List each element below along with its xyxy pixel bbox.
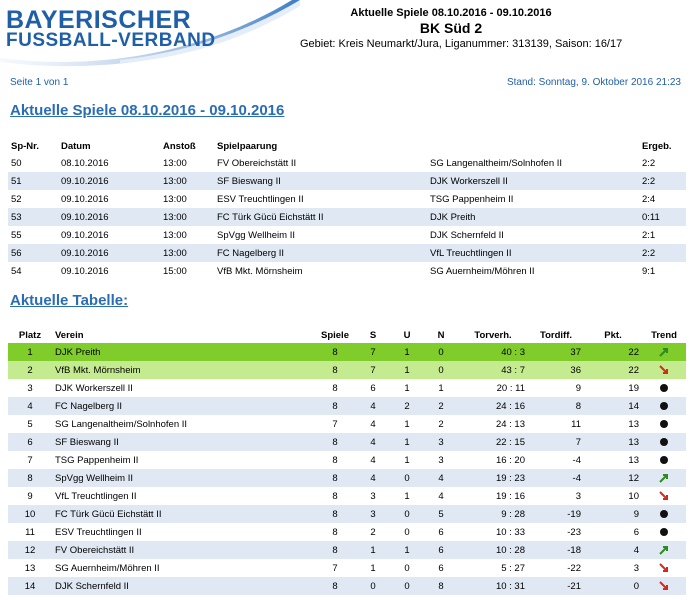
standing-trend [642,505,686,523]
standing-draws: 1 [390,541,424,559]
standing-games: 8 [314,469,356,487]
game-away-team: SG Auernheim/Möhren II [427,262,639,280]
standing-place: 13 [8,559,52,577]
standing-losses: 5 [424,505,458,523]
standing-wins: 3 [356,487,390,505]
game-away-team: SG Langenaltheim/Solnhofen II [427,154,639,172]
game-away-team: VfL Treuchtlingen II [427,244,639,262]
standing-games: 8 [314,361,356,379]
standings-row [8,397,686,415]
trend-same-icon [660,402,668,410]
standing-wins: 4 [356,451,390,469]
standing-goals: 10 : 28 [458,541,528,559]
game-row [8,208,686,226]
standing-place: 6 [8,433,52,451]
game-result: 2:2 [639,172,686,190]
standing-club: TSG Pappenheim II [52,451,314,469]
standings-row [8,487,686,505]
standing-goals: 10 : 31 [458,577,528,595]
standing-draws: 0 [390,559,424,577]
standings-row [8,505,686,523]
standing-place: 8 [8,469,52,487]
trend-same-icon [660,528,668,536]
standing-diff: 7 [528,433,584,451]
standings-row [8,523,686,541]
game-home-team: FV Obereichstätt II [214,154,427,172]
standing-games: 8 [314,541,356,559]
col-header-draws: U [403,329,411,341]
standing-goals: 43 : 7 [458,361,528,379]
standing-trend [642,379,686,397]
game-kickoff: 13:00 [160,154,214,172]
trend-same-icon [660,420,668,428]
logo-text-line2: FUSSBALL-VERBAND [6,30,216,51]
standing-diff: 11 [528,415,584,433]
standing-losses: 4 [424,469,458,487]
game-nr: 52 [8,190,58,208]
trend-up-icon [659,347,669,357]
standing-club: DJK Schernfeld II [52,577,314,595]
game-result: 2:1 [639,226,686,244]
game-kickoff: 13:00 [160,244,214,262]
standing-trend [642,523,686,541]
game-result: 0:11 [639,208,686,226]
game-kickoff: 13:00 [160,190,214,208]
col-header-trend: Trend [651,329,677,341]
standing-losses: 6 [424,523,458,541]
standing-goals: 19 : 16 [458,487,528,505]
standing-place: 3 [8,379,52,397]
standing-trend [642,559,686,577]
standing-draws: 0 [390,505,424,523]
standing-wins: 2 [356,523,390,541]
standing-goals: 19 : 23 [458,469,528,487]
game-row [8,154,686,172]
standings-row [8,541,686,559]
standing-club: SG Auernheim/Möhren II [52,559,314,577]
game-row [8,190,686,208]
trend-same-icon [660,456,668,464]
game-nr: 51 [8,172,58,190]
standing-diff: -4 [528,451,584,469]
standing-place: 10 [8,505,52,523]
standing-wins: 4 [356,433,390,451]
col-header-kickoff: Anstoß [163,140,196,152]
col-header-place: Platz [18,329,42,341]
standings-row [8,343,686,361]
standing-diff: 3 [528,487,584,505]
page-indicator: Seite 1 von 1 [10,77,69,88]
game-date: 08.10.2016 [58,154,160,172]
standing-place: 11 [8,523,52,541]
standing-points: 0 [584,577,642,595]
standing-wins: 4 [356,397,390,415]
standing-club: FC Türk Gücü Eichstätt II [52,505,314,523]
standing-draws: 1 [390,487,424,505]
standing-trend [642,361,686,379]
standing-losses: 3 [424,451,458,469]
standing-club: FV Obereichstätt II [52,541,314,559]
standing-goals: 20 : 11 [458,379,528,397]
standing-club: SpVgg Wellheim II [52,469,314,487]
standing-points: 4 [584,541,642,559]
standing-losses: 4 [424,487,458,505]
game-away-team: DJK Schernfeld II [427,226,639,244]
game-kickoff: 13:00 [160,208,214,226]
game-nr: 56 [8,244,58,262]
game-result: 2:4 [639,190,686,208]
standings-row [8,577,686,595]
standings-table [8,327,686,595]
standing-trend [642,451,686,469]
col-header-pairing: Spielpaarung [217,140,278,152]
standing-points: 12 [584,469,642,487]
standing-place: 5 [8,415,52,433]
standing-place: 1 [8,343,52,361]
game-nr: 54 [8,262,58,280]
standing-goals: 16 : 20 [458,451,528,469]
standing-draws: 2 [390,397,424,415]
standing-draws: 0 [390,577,424,595]
game-kickoff: 13:00 [160,226,214,244]
standing-games: 8 [314,505,356,523]
standing-games: 8 [314,577,356,595]
standing-goals: 10 : 33 [458,523,528,541]
trend-down-icon [659,581,669,591]
col-header-away [427,138,639,154]
standing-wins: 6 [356,379,390,397]
trend-down-icon [659,563,669,573]
col-header-goals: Torverh. [474,329,512,341]
header-info: Gebiet: Kreis Neumarkt/Jura, Liganummer: 313139, Saison: 16/17 [300,38,623,50]
standings-row [8,559,686,577]
standing-draws: 0 [390,523,424,541]
game-date: 09.10.2016 [58,262,160,280]
standing-wins: 7 [356,343,390,361]
col-header-losses: N [437,329,445,341]
game-home-team: FC Nagelberg II [214,244,427,262]
standing-games: 7 [314,559,356,577]
trend-same-icon [660,384,668,392]
standing-place: 9 [8,487,52,505]
standing-club: DJK Preith [52,343,314,361]
standing-draws: 1 [390,433,424,451]
standing-diff: -23 [528,523,584,541]
standing-club: DJK Workerszell II [52,379,314,397]
standing-losses: 2 [424,415,458,433]
standing-draws: 1 [390,415,424,433]
standing-diff: 36 [528,361,584,379]
game-kickoff: 15:00 [160,262,214,280]
standing-place: 2 [8,361,52,379]
standing-wins: 7 [356,361,390,379]
standing-draws: 1 [390,361,424,379]
standing-games: 7 [314,415,356,433]
standing-points: 14 [584,397,642,415]
standing-points: 6 [584,523,642,541]
standing-points: 13 [584,415,642,433]
standing-place: 4 [8,397,52,415]
game-date: 09.10.2016 [58,244,160,262]
standing-trend [642,415,686,433]
game-nr: 53 [8,208,58,226]
game-date: 09.10.2016 [58,190,160,208]
col-header-diff: Tordiff. [539,329,572,341]
game-kickoff: 13:00 [160,172,214,190]
standing-losses: 1 [424,379,458,397]
standing-trend [642,433,686,451]
trend-down-icon [659,365,669,375]
standing-losses: 6 [424,541,458,559]
standing-club: SG Langenaltheim/Solnhofen II [52,415,314,433]
standing-place: 12 [8,541,52,559]
standing-goals: 5 : 27 [458,559,528,577]
standing-losses: 0 [424,361,458,379]
col-header-points: Pkt. [604,329,622,341]
game-row [8,262,686,280]
game-row [8,244,686,262]
status-timestamp: Stand: Sonntag, 9. Oktober 2016 21:23 [506,77,681,88]
standing-trend [642,469,686,487]
standing-games: 8 [314,523,356,541]
game-home-team: ESV Treuchtlingen II [214,190,427,208]
standing-points: 13 [584,433,642,451]
game-home-team: VfB Mkt. Mörnsheim [214,262,427,280]
col-header-wins: S [369,329,377,341]
game-nr: 50 [8,154,58,172]
trend-up-icon [659,545,669,555]
col-header-games: Spiele [321,329,349,341]
game-row [8,226,686,244]
col-header-result: Ergeb. [642,140,672,152]
col-header-date: Datum [61,140,91,152]
standing-points: 19 [584,379,642,397]
standing-points: 10 [584,487,642,505]
game-away-team: TSG Pappenheim II [427,190,639,208]
standing-losses: 0 [424,343,458,361]
standing-diff: -22 [528,559,584,577]
standing-diff: 9 [528,379,584,397]
header-subtitle: Aktuelle Spiele 08.10.2016 - 09.10.2016 [350,7,552,19]
standing-draws: 0 [390,469,424,487]
standings-row [8,433,686,451]
standing-points: 22 [584,343,642,361]
col-header-club: Verein [55,329,84,341]
standing-club: ESV Treuchtlingen II [52,523,314,541]
standing-diff: -21 [528,577,584,595]
standing-wins: 1 [356,559,390,577]
standing-club: SF Bieswang II [52,433,314,451]
standing-games: 8 [314,487,356,505]
standing-points: 13 [584,451,642,469]
game-home-team: FC Türk Gücü Eichstätt II [214,208,427,226]
standing-draws: 1 [390,343,424,361]
game-date: 09.10.2016 [58,226,160,244]
standing-diff: 8 [528,397,584,415]
standing-wins: 4 [356,415,390,433]
standing-losses: 2 [424,397,458,415]
standing-wins: 3 [356,505,390,523]
games-table [8,138,686,280]
standing-diff: -4 [528,469,584,487]
table-section-title: Aktuelle Tabelle: [10,292,129,309]
header-league: BK Süd 2 [419,20,483,36]
game-away-team: DJK Preith [427,208,639,226]
standing-games: 8 [314,343,356,361]
standing-wins: 4 [356,469,390,487]
standing-points: 3 [584,559,642,577]
standing-club: FC Nagelberg II [52,397,314,415]
standing-losses: 3 [424,433,458,451]
logo [0,0,300,70]
standings-row [8,415,686,433]
standing-trend [642,397,686,415]
standing-losses: 6 [424,559,458,577]
standing-trend [642,577,686,595]
game-result: 9:1 [639,262,686,280]
standing-games: 8 [314,397,356,415]
standings-row [8,451,686,469]
standing-place: 14 [8,577,52,595]
standings-row [8,379,686,397]
standing-goals: 40 : 3 [458,343,528,361]
standing-games: 8 [314,379,356,397]
standing-place: 7 [8,451,52,469]
standing-goals: 24 : 13 [458,415,528,433]
standings-row [8,469,686,487]
standing-wins: 1 [356,541,390,559]
game-row [8,172,686,190]
standing-club: VfL Treuchtlingen II [52,487,314,505]
game-result: 2:2 [639,244,686,262]
standing-games: 8 [314,433,356,451]
standing-club: VfB Mkt. Mörnsheim [52,361,314,379]
game-result: 2:2 [639,154,686,172]
standing-draws: 1 [390,379,424,397]
col-header-nr: Sp-Nr. [11,140,39,152]
game-home-team: SpVgg Wellheim II [214,226,427,244]
game-date: 09.10.2016 [58,208,160,226]
game-nr: 55 [8,226,58,244]
standing-games: 8 [314,451,356,469]
standing-wins: 0 [356,577,390,595]
trend-same-icon [660,510,668,518]
standings-header-row [8,327,686,343]
game-date: 09.10.2016 [58,172,160,190]
standings-row [8,361,686,379]
standing-trend [642,343,686,361]
standing-trend [642,541,686,559]
standing-losses: 8 [424,577,458,595]
standing-goals: 24 : 16 [458,397,528,415]
games-header-row [8,138,686,154]
trend-same-icon [660,438,668,446]
standing-diff: 37 [528,343,584,361]
game-away-team: DJK Workerszell II [427,172,639,190]
logo-text-line1: BAYERISCHER [6,6,192,34]
trend-up-icon [659,473,669,483]
standing-trend [642,487,686,505]
game-home-team: SF Bieswang II [214,172,427,190]
games-section-title: Aktuelle Spiele 08.10.2016 - 09.10.2016 [10,102,285,119]
standing-draws: 1 [390,451,424,469]
standing-goals: 9 : 28 [458,505,528,523]
trend-down-icon [659,491,669,501]
standing-points: 9 [584,505,642,523]
standing-goals: 22 : 15 [458,433,528,451]
standing-points: 22 [584,361,642,379]
standing-diff: -19 [528,505,584,523]
standing-diff: -18 [528,541,584,559]
